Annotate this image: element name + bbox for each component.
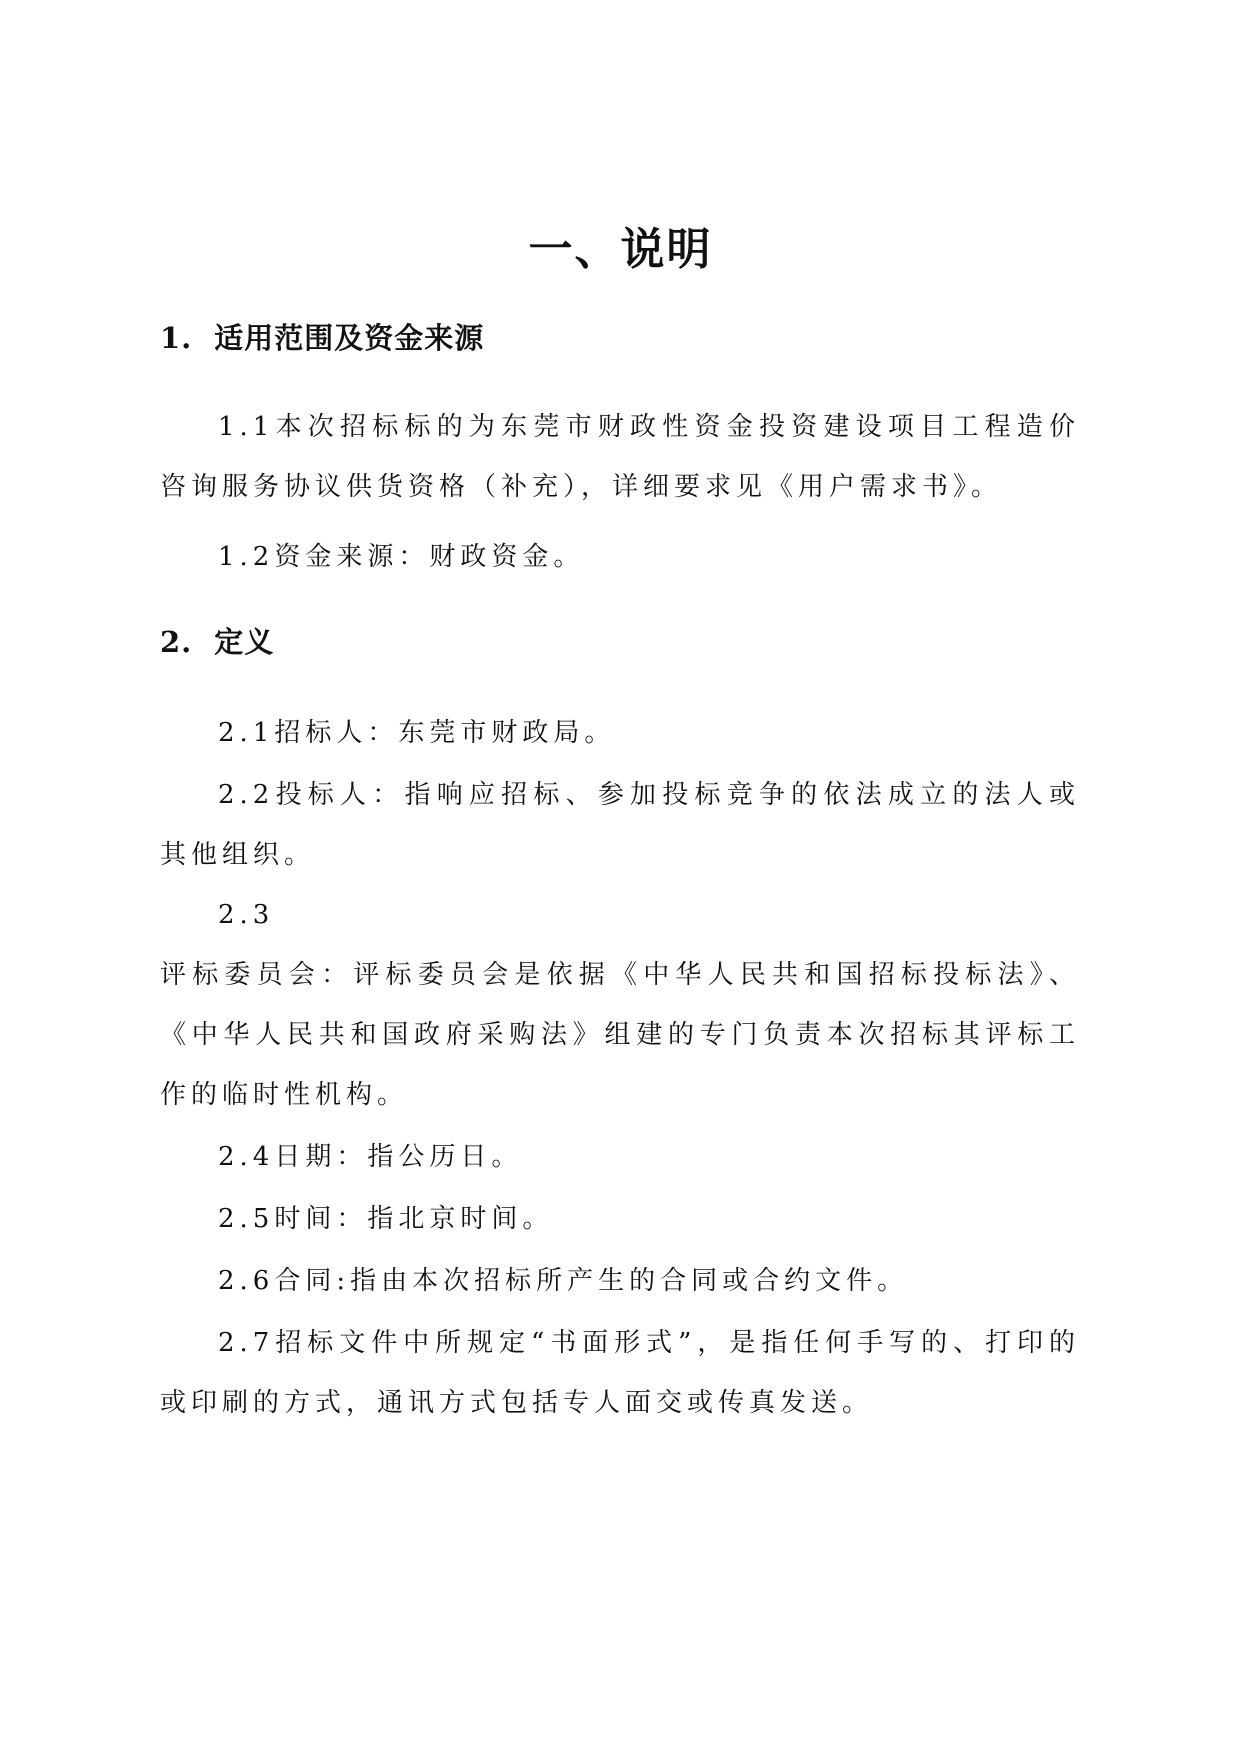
section-heading-1 <box>160 318 484 358</box>
section-number: 1. <box>160 321 193 355</box>
section-title: 适用范围及资金来源 <box>214 321 485 355</box>
paragraph-2-7: 2.7招标文件中所规定“书面形式”，是指任何手写的、打印的或印刷的方式，通讯方式包括专人面交或传真发送。 <box>160 1328 1080 1418</box>
section-title: 定义 <box>214 625 275 659</box>
page-title: 一、说明 <box>528 224 713 275</box>
paragraph-2-3-text: 评标委员会：评标委员会是依据《中华人民共和国招标投标法》、《中华人民共和国政府采购法》组建的专门负责本次招标其评标工作的临时性机构。 <box>160 960 1080 1110</box>
paragraph-2-2: 2.2投标人：指响应招标、参加投标竞争的依法成立的法人或其他组织。 <box>160 780 1080 870</box>
paragraph-2-3-number: 2.3 <box>218 900 275 930</box>
paragraph-2-5: 2.5时间：指北京时间。 <box>218 1204 554 1234</box>
paragraph-1-2: 1.2资金来源：财政资金。 <box>218 542 585 572</box>
paragraph-1-1: 1.1本次招标标的为东莞市财政性资金投资建设项目工程造价咨询服务协议供货资格（补充），详细要求见《用户需求书》。 <box>160 412 1080 502</box>
paragraph-2-4: 2.4日期：指公历日。 <box>218 1142 523 1172</box>
section-number: 2. <box>160 625 193 659</box>
section-heading-2 <box>160 622 274 662</box>
paragraph-2-6: 2.6合同:指由本次招标所产生的合同或合约文件。 <box>218 1266 909 1296</box>
paragraph-2-1: 2.1招标人：东莞市财政局。 <box>218 718 616 748</box>
